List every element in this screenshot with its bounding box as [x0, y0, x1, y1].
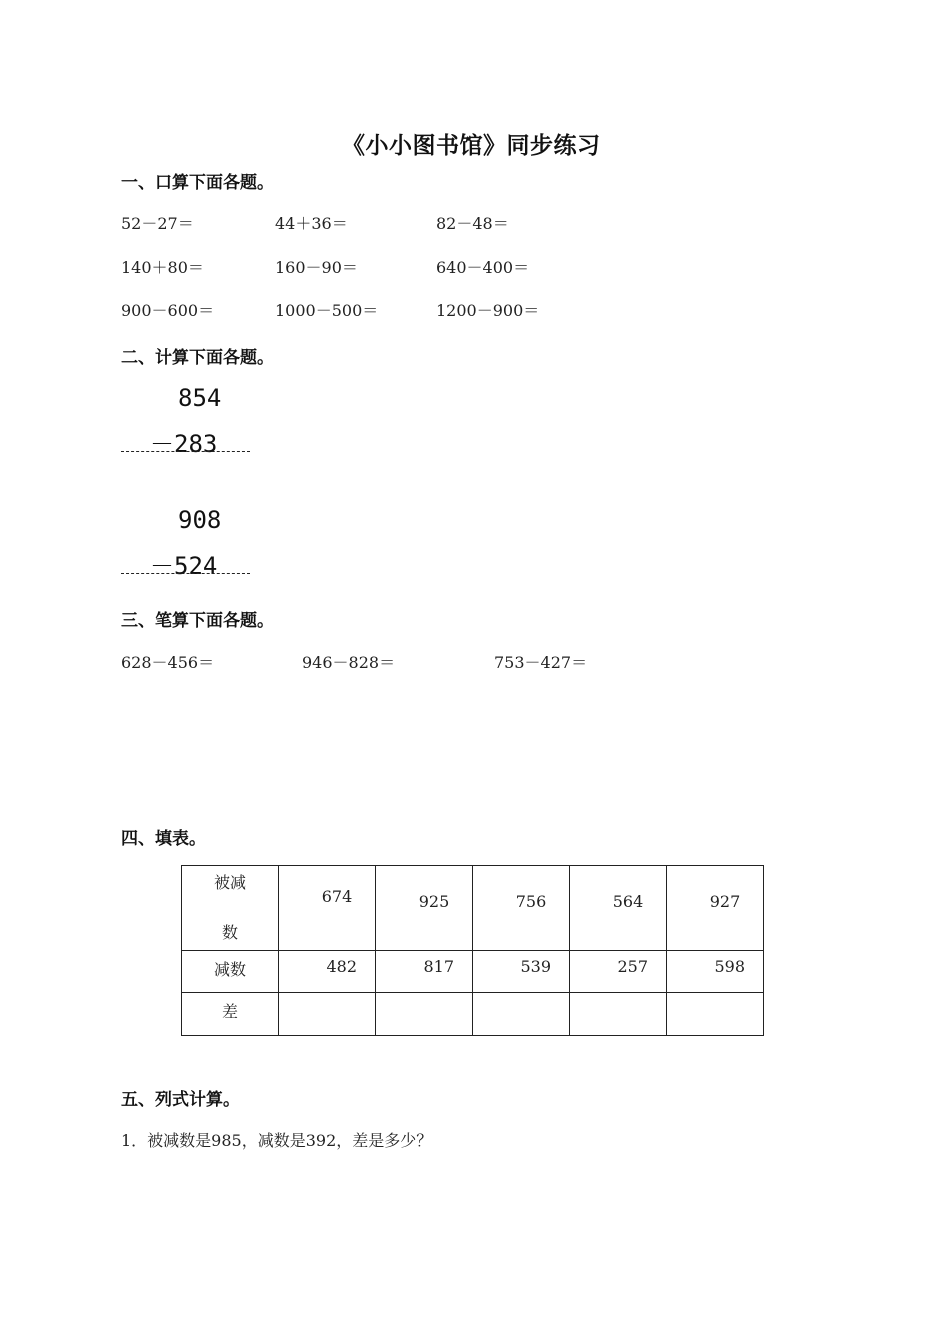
subtrahend-cell: 257: [570, 951, 667, 993]
vertical-subtrahend: －283: [150, 430, 218, 458]
section-2-heading: 二、计算下面各题。: [121, 348, 274, 368]
difference-cell[interactable]: [279, 993, 376, 1036]
difference-cell[interactable]: [376, 993, 473, 1036]
vertical-minuend: 854: [178, 384, 222, 412]
table-row: [182, 866, 764, 951]
answer-line: [121, 451, 250, 452]
oral-problem: 900－600＝: [121, 301, 215, 320]
written-problem: 628－456＝: [121, 653, 215, 672]
oral-problem: 1200－900＝: [436, 301, 540, 320]
difference-cell[interactable]: [570, 993, 667, 1036]
vertical-minuend: 908: [178, 506, 222, 534]
oral-problem: 160－90＝: [275, 258, 358, 277]
oral-problem: 44＋36＝: [275, 214, 348, 233]
difference-cell[interactable]: [473, 993, 570, 1036]
minuend-cell: 564: [570, 866, 667, 951]
subtrahend-cell: 817: [376, 951, 473, 993]
answer-line: [121, 573, 250, 574]
written-problem: 753－427＝: [494, 653, 588, 672]
section-1-heading: 一、口算下面各题。: [121, 173, 274, 193]
oral-problem: 52－27＝: [121, 214, 194, 233]
table-row: [182, 951, 764, 993]
subtraction-table: [181, 865, 764, 1036]
minuend-cell: 756: [473, 866, 570, 951]
difference-cell[interactable]: [667, 993, 764, 1036]
row-label-difference: 差: [182, 993, 279, 1036]
minuend-cell: 925: [376, 866, 473, 951]
oral-problem: 640－400＝: [436, 258, 530, 277]
section-4-heading: 四、填表。: [121, 829, 206, 849]
subtrahend-cell: 482: [279, 951, 376, 993]
written-problem: 946－828＝: [302, 653, 396, 672]
row-label-subtrahend: 减数: [182, 951, 279, 993]
oral-problem: 140＋80＝: [121, 258, 204, 277]
minuend-cell: 674: [279, 866, 376, 951]
minuend-cell: 927: [667, 866, 764, 951]
oral-problem: 1000－500＝: [275, 301, 379, 320]
subtrahend-cell: 598: [667, 951, 764, 993]
vertical-subtrahend: －524: [150, 552, 218, 580]
subtrahend-cell: 539: [473, 951, 570, 993]
word-problem: 1．被减数是985，减数是392，差是多少？: [121, 1131, 433, 1150]
section-5-heading: 五、列式计算。: [121, 1090, 240, 1110]
row-label-minuend: 被减 数: [182, 866, 279, 951]
table-row: [182, 993, 764, 1036]
section-3-heading: 三、笔算下面各题。: [121, 611, 274, 631]
oral-problem: 82－48＝: [436, 214, 509, 233]
page-title: 《小小图书馆》同步练习: [342, 133, 601, 159]
